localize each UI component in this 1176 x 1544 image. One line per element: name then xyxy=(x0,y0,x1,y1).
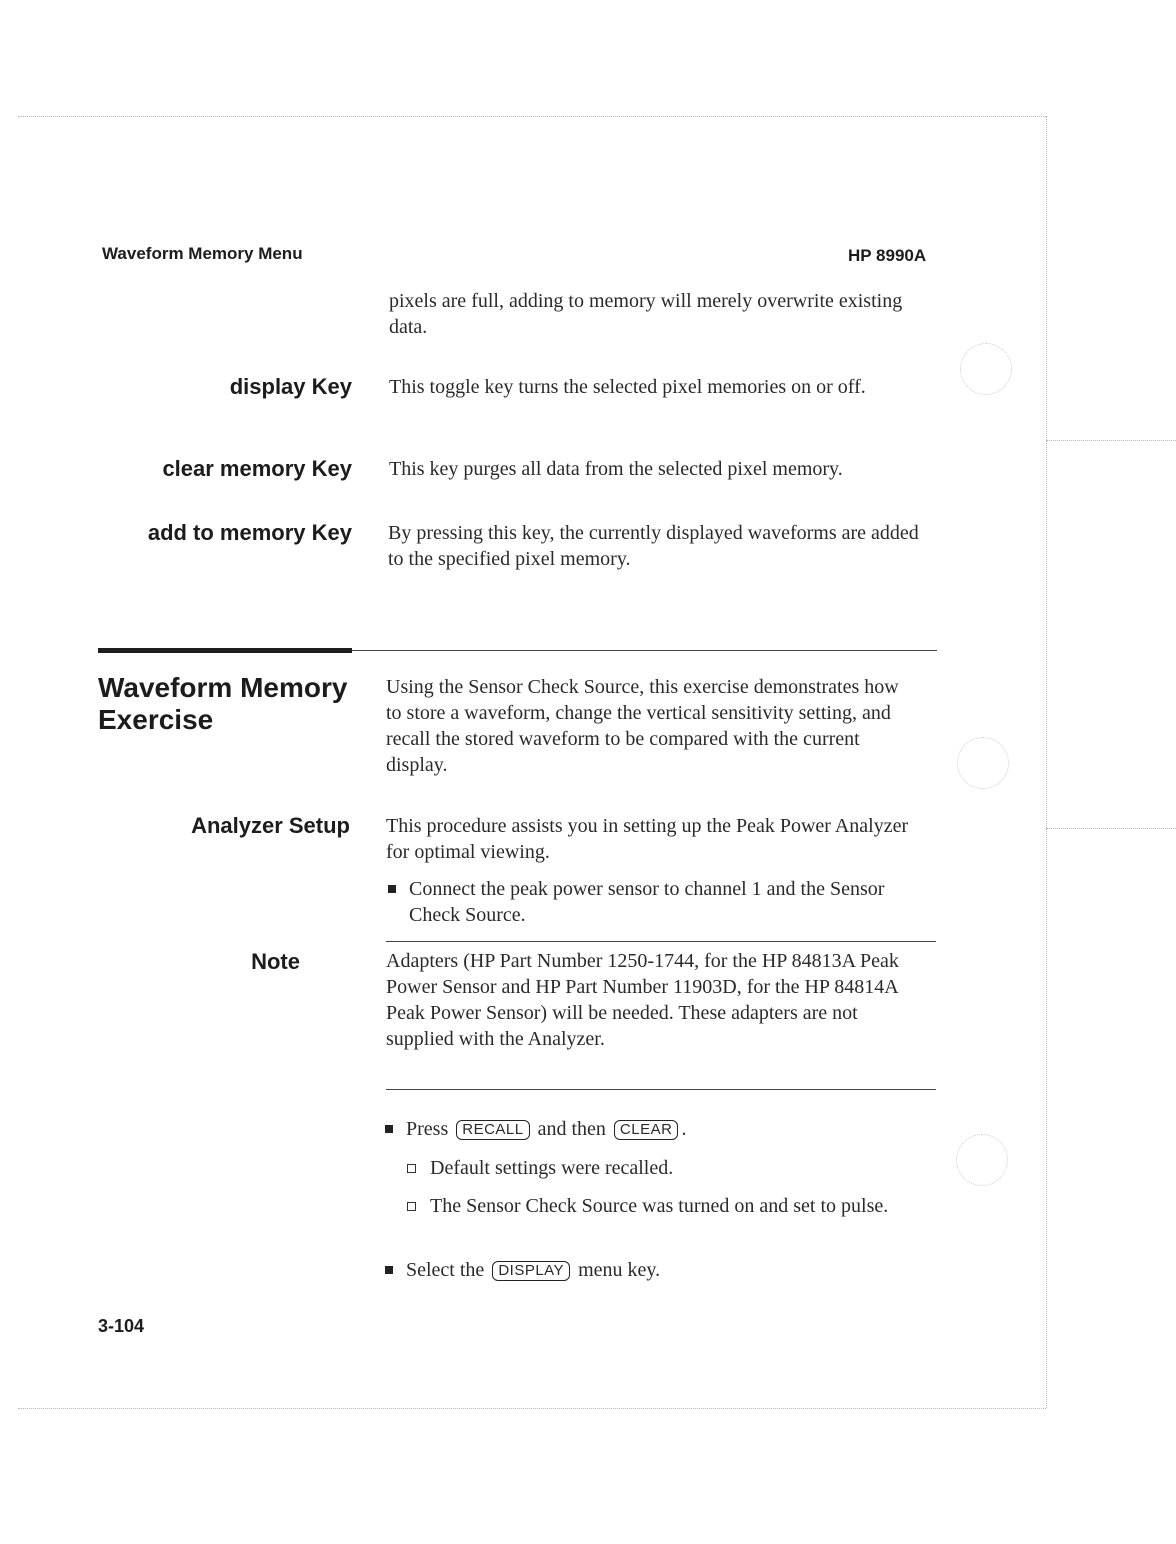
display-key-description: This toggle key turns the selected pixel memories on or off. xyxy=(389,376,866,398)
scan-tab-line-1 xyxy=(1046,440,1176,441)
section-rule-thick xyxy=(98,648,352,653)
bullet-filled-icon xyxy=(385,1125,393,1133)
step-period: . xyxy=(681,1118,687,1140)
result-sensor-source xyxy=(407,1193,927,1219)
result-default-settings xyxy=(407,1155,927,1181)
step-select-display xyxy=(385,1257,945,1283)
note-rule-top xyxy=(386,941,936,942)
analyzer-setup-heading: Analyzer Setup xyxy=(191,813,350,838)
add-to-memory-key-heading: add to memory Key xyxy=(147,520,352,545)
step-and-then: and then xyxy=(537,1118,606,1140)
bullet-open-icon xyxy=(407,1202,416,1211)
clear-memory-key-heading: clear memory Key xyxy=(162,456,352,481)
punch-hole-1 xyxy=(960,343,1012,395)
scan-bottom-edge xyxy=(18,1408,1046,1409)
section-rule-thin xyxy=(352,650,937,651)
step-press-recall-clear xyxy=(385,1116,945,1142)
clear-memory-key-description: This key purges all data from the selected pixel memory. xyxy=(389,458,843,480)
result-default-settings-text: Default settings were recalled. xyxy=(430,1157,674,1179)
step-select-prefix: Select the xyxy=(406,1259,485,1281)
result-sensor-source-text: The Sensor Check Source was turned on and set to pulse. xyxy=(430,1195,889,1217)
scan-tab-line-2 xyxy=(1046,828,1176,829)
punch-hole-3 xyxy=(956,1134,1008,1186)
display-key-heading: display Key xyxy=(229,374,352,399)
setup-bullet-text: Connect the peak power sensor to channel 1 and the Sensor Check Source. xyxy=(409,878,885,926)
note-heading: Note xyxy=(251,949,300,974)
bullet-filled-icon xyxy=(385,1266,393,1274)
running-header-model: HP 8990A xyxy=(848,246,927,265)
intro-paragraph: pixels are full, adding to memory will merely overwrite existing data. xyxy=(389,290,903,338)
analyzer-setup-description: This procedure assists you in setting up the Peak Power Analyzer for optimal viewing. xyxy=(386,815,909,863)
exercise-title xyxy=(98,672,347,736)
step-press-prefix: Press xyxy=(406,1118,449,1140)
running-header-title: Waveform Memory Menu xyxy=(102,244,303,263)
clear-key-icon: CLEAR xyxy=(614,1120,679,1140)
display-key-icon: DISPLAY xyxy=(492,1261,570,1281)
scan-top-edge xyxy=(18,116,1046,117)
page-number: 3-104 xyxy=(98,1316,145,1336)
step-select-suffix: menu key. xyxy=(578,1259,661,1281)
scan-right-edge xyxy=(1046,116,1047,1408)
add-to-memory-key-description: By pressing this key, the currently displayed waveforms are added to the specified pixel memory. xyxy=(388,522,919,570)
recall-key-icon: RECALL xyxy=(456,1120,529,1140)
exercise-title-line2: Exercise xyxy=(98,704,214,735)
bullet-open-icon xyxy=(407,1164,416,1173)
punch-hole-2 xyxy=(957,737,1009,789)
note-text: Adapters (HP Part Number 1250-1744, for the HP 84813A Peak Power Sensor and HP Part Number 11903D, for the HP 84814A Peak Power Sensor) will be needed. These adapters are not supplied with the Analyzer. xyxy=(386,950,899,1050)
bullet-filled-icon xyxy=(388,885,396,893)
setup-bullet-connect xyxy=(388,876,928,928)
note-rule-bottom xyxy=(386,1089,936,1090)
exercise-title-line1: Waveform Memory xyxy=(98,672,348,703)
exercise-description: Using the Sensor Check Source, this exercise demonstrates how to store a waveform, change the vertical sensitivity setting, and recall the stored waveform to be compared with the current display. xyxy=(386,676,899,776)
